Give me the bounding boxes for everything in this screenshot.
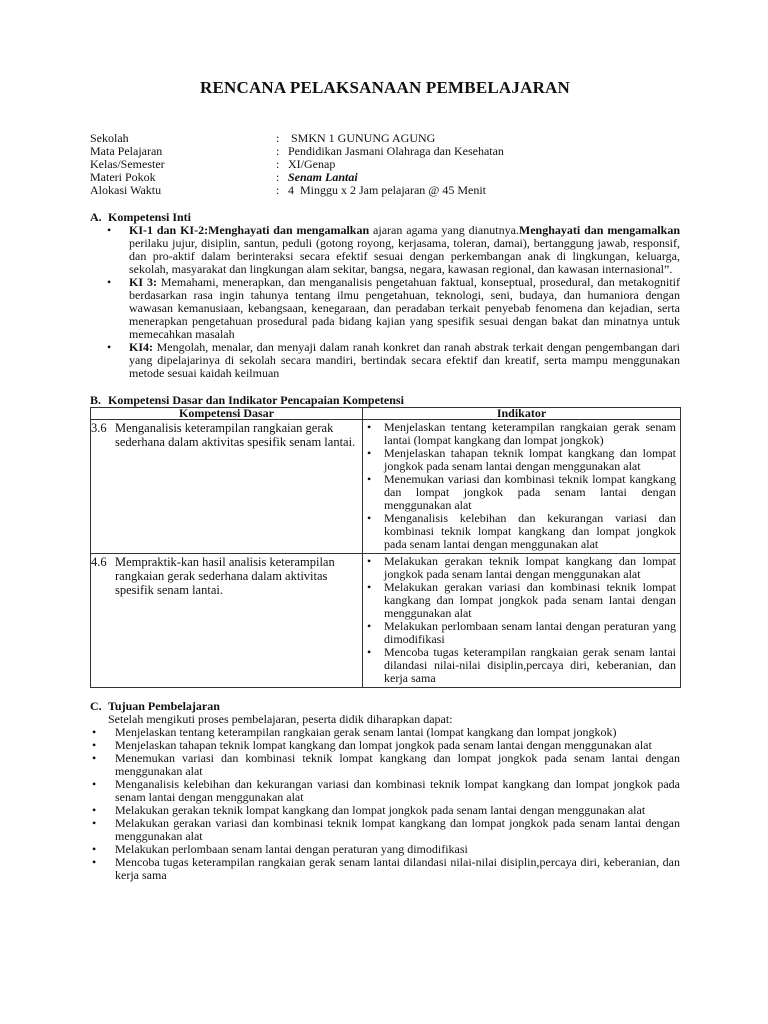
indicator-item — [367, 421, 676, 447]
kd-number: 3.6 — [91, 421, 107, 435]
tujuan-text: Melakukan gerakan variasi dan kombinasi teknik lompat kangkang dan lompat jongkok pada senam lantai dengan menggunakan alat — [115, 816, 680, 843]
ki1-bold: Menghayati dan mengamalkan — [518, 223, 680, 237]
indicator-item — [367, 620, 676, 646]
bullet-icon: • — [92, 803, 97, 817]
indicator-item — [367, 646, 676, 685]
bullet-icon: • — [367, 580, 372, 594]
tujuan-text: Menjelaskan tentang keterampilan rangkaian gerak senam lantai (lompat kangkang dan lompat jongkok) — [115, 725, 617, 739]
indicator-text: Menganalisis kelebihan dan kekurangan variasi dan kombinasi teknik lompat kangkang dan lompat jongkok pada senam lantai dengan menggunakan alat — [384, 511, 676, 551]
ki3-rest: Memahami, menerapkan, dan menganalisis pengetahuan faktual, konseptual, prosedural, dan metakognitif berdasarkan rasa ingin tahunya tentang ilmu pengetahuan, teknologi, seni, budaya, dan humaniora dengan wawasan kemanusiaan, kebangsaan, kenegaraan, dan peradaban terkait penyebab fenomena dan kejadian, serta menerapkan pengetahuan prosedural pada bidang kajian yang spesifik sesuai dengan bakat dan minatnya untuk memecahkan masalah — [129, 275, 680, 341]
tujuan-text: Menganalisis kelebihan dan kekurangan variasi dan kombinasi teknik lompat kangkang dan lompat jongkok pada senam lantai dengan menggunakan alat — [115, 777, 680, 804]
indicator-text: Melakukan gerakan teknik lompat kangkang dan lompat jongkok pada senam lantai dengan menggunakan alat — [384, 554, 676, 581]
list-item — [107, 224, 680, 276]
bullet-icon: • — [367, 619, 372, 633]
bullet-icon: • — [92, 816, 97, 830]
table-row — [91, 554, 681, 688]
tujuan-text: Melakukan perlombaan senam lantai dengan peraturan yang dimodifikasi — [115, 842, 468, 856]
bullet-icon: • — [107, 275, 112, 289]
list-item — [90, 856, 680, 882]
info-label: Alokasi Waktu — [90, 183, 162, 197]
ki-list — [90, 224, 680, 380]
indicator-text: Menjelaskan tentang keterampilan rangkaian gerak senam lantai (lompat kangkang dan lompat jongkok) — [384, 420, 676, 447]
info-label: Sekolah — [90, 131, 129, 145]
bullet-icon: • — [92, 751, 97, 765]
tujuan-intro: Setelah mengikuti proses pembelajaran, peserta didik diharapkan dapat: — [108, 712, 453, 726]
list-item — [107, 276, 680, 341]
bullet-icon: • — [367, 420, 372, 434]
list-item — [90, 778, 680, 804]
kd-text: Mempraktik-kan hasil analisis keterampilan rangkaian gerak sederhana dalam aktivitas spesifik senam lantai. — [115, 555, 335, 597]
info-value: Pendidikan Jasmani Olahraga dan Kesehatan — [288, 144, 504, 158]
bullet-icon: • — [92, 855, 97, 869]
list-item — [90, 752, 680, 778]
section-title: Tujuan Pembelajaran — [108, 699, 220, 713]
info-row-kelas-semester — [90, 158, 680, 171]
kd-number: 4.6 — [91, 555, 107, 569]
kd-indicator-table — [90, 407, 681, 688]
ki3-text — [129, 276, 680, 341]
ki1-heading: KI-1 dan KI-2:Menghayati dan mengamalkan — [129, 223, 370, 237]
indicator-text: Melakukan perlombaan senam lantai dengan peraturan yang dimodifikasi — [384, 619, 676, 646]
indicator-item — [367, 581, 676, 620]
indicator-text: Menjelaskan tahapan teknik lompat kangkang dan lompat jongkok pada senam lantai dengan menggunakan alat — [384, 446, 676, 473]
info-colon: : — [276, 170, 280, 184]
info-colon: : — [276, 183, 280, 197]
info-colon: : — [276, 144, 280, 158]
kd-text: Menganalisis keterampilan rangkaian gerak sederhana dalam aktivitas spesifik senam lantai. — [115, 421, 356, 449]
info-colon: : — [276, 131, 280, 145]
section-letter: A. — [90, 210, 102, 224]
tujuan-text: Menemukan variasi dan kombinasi teknik lompat kangkang dan lompat jongkok pada senam lantai dengan menggunakan alat — [115, 751, 680, 778]
info-value: SMKN 1 GUNUNG AGUNG — [288, 131, 436, 145]
table-header-row — [91, 408, 681, 420]
info-colon: : — [276, 157, 280, 171]
indicator-cell — [363, 420, 681, 554]
ki1-text — [129, 224, 680, 276]
indicator-item — [367, 447, 676, 473]
info-label: Kelas/Semester — [90, 157, 165, 171]
section-letter: B. — [90, 393, 102, 407]
list-item — [107, 341, 680, 380]
bullet-icon: • — [92, 725, 97, 739]
column-header-kd: Kompetensi Dasar — [91, 408, 363, 420]
bullet-icon: • — [367, 645, 372, 659]
bullet-icon: • — [92, 777, 97, 791]
info-value: 4 Minggu x 2 Jam pelajaran @ 45 Menit — [288, 183, 487, 197]
tujuan-text: Mencoba tugas keterampilan rangkaian gerak senam lantai dilandasi nilai-nilai disiplin,percaya diri, keberanian, dan kerja sama — [115, 855, 680, 882]
indicator-item — [367, 512, 676, 551]
info-block — [90, 132, 680, 197]
section-letter: C. — [90, 699, 102, 713]
ki4-rest: Mengolah, menalar, dan menyaji dalam ranah konkret dan ranah abstrak terkait dengan pengembangan dari yang dipelajarinya di sekolah secara mandiri, bertindak secara efektif dan kreatif, serta mampu menggunakan metode sesuai kaidah keilmuan — [129, 340, 680, 380]
info-label: Mata Pelajaran — [90, 144, 163, 158]
table-row — [91, 420, 681, 554]
tujuan-text: Melakukan gerakan teknik lompat kangkang dan lompat jongkok pada senam lantai dengan menggunakan alat — [115, 803, 646, 817]
bullet-icon: • — [367, 554, 372, 568]
ki4-heading: KI4: — [129, 340, 153, 354]
bullet-icon: • — [367, 472, 372, 486]
section-title: Kompetensi Dasar dan Indikator Pencapaian Kompetensi — [108, 393, 404, 407]
bullet-icon: • — [92, 738, 97, 752]
indicator-text: Mencoba tugas keterampilan rangkaian gerak senam lantai dilandasi nilai-nilai disiplin,percaya diri, keberanian, dan kerja sama — [384, 645, 676, 685]
document-title: RENCANA PELAKSANAAN PEMBELAJARAN — [199, 78, 571, 97]
indicator-item — [367, 473, 676, 512]
info-value: XI/Genap — [288, 157, 336, 171]
indicator-item — [367, 555, 676, 581]
section-title: Kompetensi Inti — [108, 210, 192, 224]
kd-item — [91, 421, 358, 449]
indicator-cell — [363, 554, 681, 688]
tujuan-list — [90, 726, 680, 882]
kd-cell — [91, 554, 363, 688]
bullet-icon: • — [367, 511, 372, 525]
ki1-rest: perilaku jujur, disiplin, santun, peduli (gotong royong, kerjasama, toleran, damai), bertanggung jawab, responsif, dan pro-aktif dalam berinteraksi secara efektif sesuai dengan perkembangan anak di lingkungan, keluarga, sekolah, masyarakat dan lingkungan alam sekitar, bangsa, negara, kawasan regional, dan kawasan internasional”. — [129, 236, 680, 276]
kd-cell — [91, 420, 363, 554]
ki3-heading: KI 3: — [129, 275, 157, 289]
info-value: Senam Lantai — [288, 170, 358, 184]
info-row-mata-pelajaran — [90, 145, 680, 158]
bullet-icon: • — [92, 842, 97, 856]
tujuan-text: Menjelaskan tahapan teknik lompat kangkang dan lompat jongkok pada senam lantai dengan menggunakan alat — [115, 738, 652, 752]
indicator-text: Menemukan variasi dan kombinasi teknik lompat kangkang dan lompat jongkok pada senam lantai dengan menggunakan alat — [384, 472, 676, 512]
column-header-indikator: Indikator — [363, 408, 681, 420]
info-label: Materi Pokok — [90, 170, 156, 184]
bullet-icon: • — [367, 446, 372, 460]
bullet-icon: • — [107, 223, 112, 237]
ki4-text — [129, 341, 680, 380]
kd-item — [91, 555, 358, 597]
ki1-mid: ajaran agama yang dianutnya. — [369, 223, 519, 237]
bullet-icon: • — [107, 340, 112, 354]
indicator-text: Melakukan gerakan variasi dan kombinasi teknik lompat kangkang dan lompat jongkok pada senam lantai dengan menggunakan alat — [384, 580, 676, 620]
info-row-alokasi-waktu — [90, 184, 680, 197]
list-item — [90, 817, 680, 843]
